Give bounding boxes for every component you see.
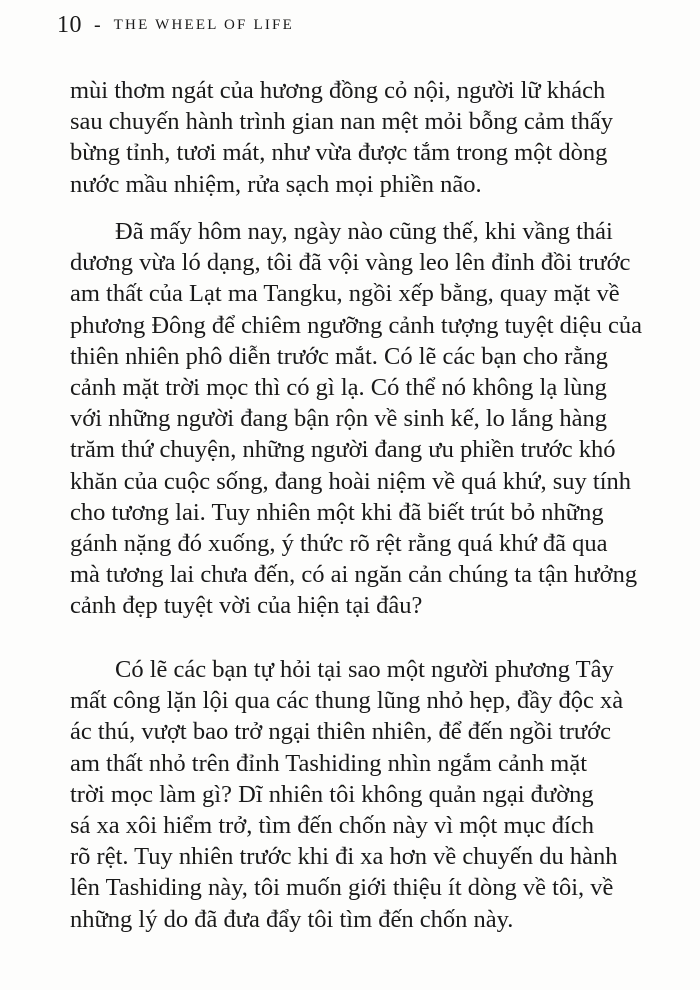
text-line: Đã mấy hôm nay, ngày nào cũng thế, khi vầng thái xyxy=(115,218,613,245)
header-separator: - xyxy=(94,13,101,36)
text-line: khăn của cuộc sống, đang hoài niệm về quá khứ, suy tính xyxy=(70,467,631,495)
text-line: dương vừa ló dạng, tôi đã vội vàng leo lên đỉnh đồi trước xyxy=(70,249,631,277)
text-line: cho tương lai. Tuy nhiên một khi đã biết trút bỏ những xyxy=(70,498,604,526)
text-line: lên Tashiding này, tôi muốn giới thiệu ít dòng về tôi, về xyxy=(70,874,614,902)
text-line: ác thú, vượt bao trở ngại thiên nhiên, để đến ngồi trước xyxy=(70,718,611,746)
paragraph-2 xyxy=(70,216,648,622)
text-line: cảnh đẹp tuyệt vời của hiện tại đâu? xyxy=(70,592,423,620)
text-line: sau chuyến hành trình gian nan mệt mỏi bỗng cảm thấy xyxy=(70,108,613,136)
running-header xyxy=(57,10,294,40)
text-line: am thất của Lạt ma Tangku, ngồi xếp bằng, quay mặt về xyxy=(70,280,620,308)
text-line: sá xa xôi hiểm trở, tìm đến chốn này vì một mục đích xyxy=(70,812,594,840)
text-line: trăm thứ chuyện, những người đang ưu phiền trước khó xyxy=(70,436,616,464)
text-line: thiên nhiên phô diễn trước mắt. Có lẽ các bạn cho rằng xyxy=(70,342,608,370)
text-line: cảnh mặt trời mọc thì có gì lạ. Có thể nó không lạ lùng xyxy=(70,374,607,402)
text-line: Có lẽ các bạn tự hỏi tại sao một người phương Tây xyxy=(115,656,614,683)
text-line: phương Đông để chiêm ngưỡng cảnh tượng tuyệt diệu của xyxy=(70,311,642,339)
text-line: mất công lặn lội qua các thung lũng nhỏ hẹp, đầy độc xà xyxy=(70,687,624,715)
text-line: những lý do đã đưa đẩy tôi tìm đến chốn này. xyxy=(70,905,514,933)
paragraph-1 xyxy=(70,75,648,200)
page-number: 10 xyxy=(57,11,82,38)
paragraph-3 xyxy=(70,654,648,935)
book-title: THE WHEEL OF LIFE xyxy=(113,16,294,33)
text-line: am thất nhỏ trên đỉnh Tashiding nhìn ngắm cảnh mặt xyxy=(70,749,588,777)
text-line: bừng tỉnh, tươi mát, như vừa được tắm trong một dòng xyxy=(70,139,608,167)
text-line: gánh nặng đó xuống, ý thức rõ rệt rằng quá khứ đã qua xyxy=(70,530,608,558)
text-line: trời mọc làm gì? Dĩ nhiên tôi không quản ngại đường xyxy=(70,780,594,808)
text-line: mùi thơm ngát của hương đồng cỏ nội, người lữ khách xyxy=(70,77,606,104)
text-line: rõ rệt. Tuy nhiên trước khi đi xa hơn về chuyến du hành xyxy=(70,843,618,871)
text-line: mà tương lai chưa đến, có ai ngăn cản chúng ta tận hưởng xyxy=(70,561,638,589)
text-line: với những người đang bận rộn về sinh kế, lo lắng hàng xyxy=(70,405,607,433)
text-line: nước mầu nhiệm, rửa sạch mọi phiền não. xyxy=(70,170,482,198)
